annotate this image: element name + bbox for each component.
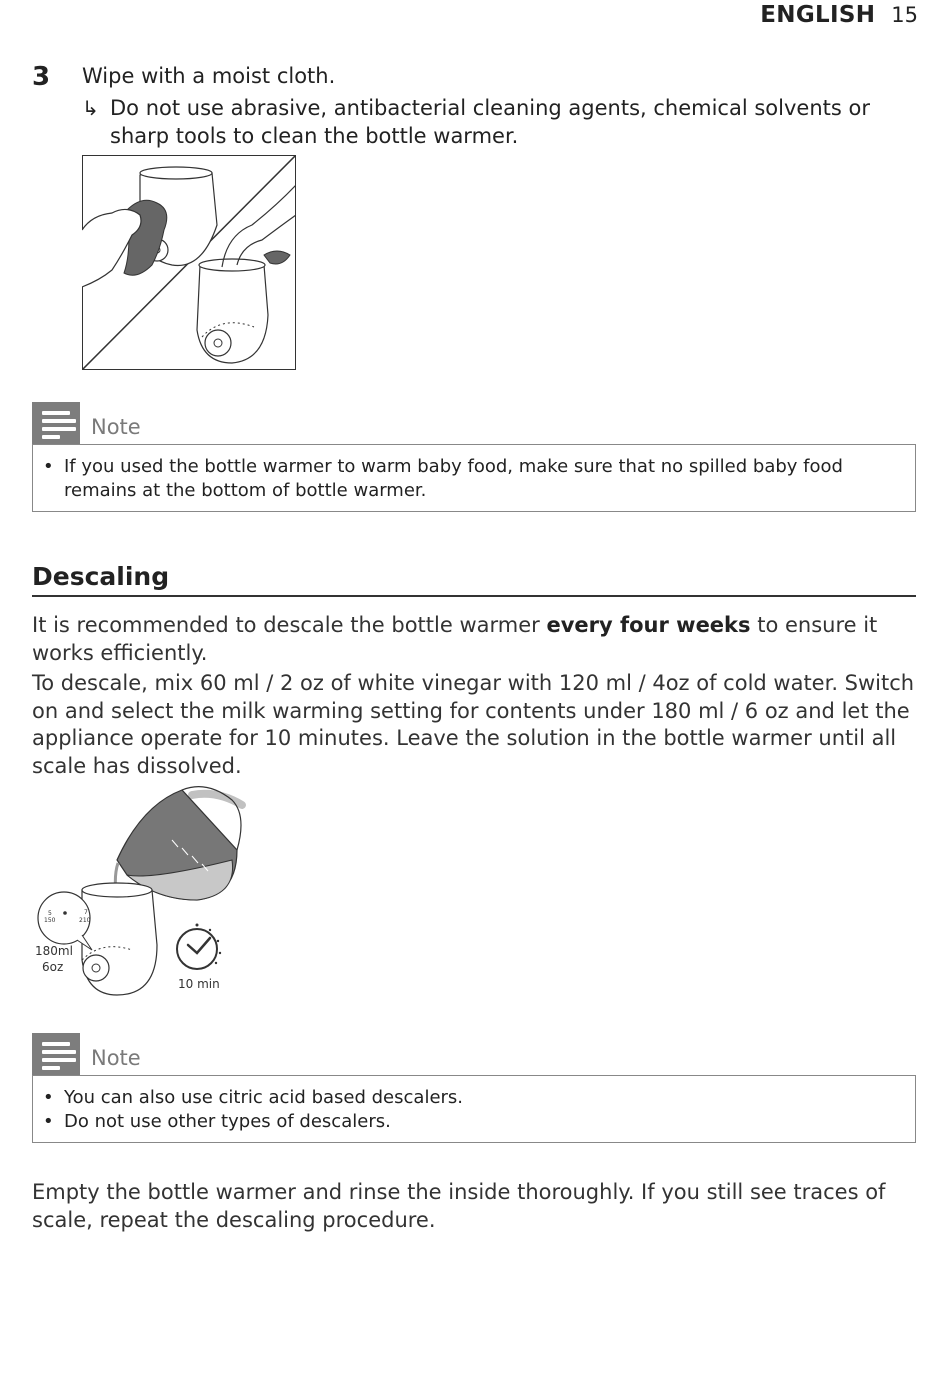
descaling-illustration	[32, 785, 272, 1000]
page-number: 15	[891, 3, 918, 27]
note-item: • Do not use other types of descalers.	[41, 1110, 897, 1134]
step-result-text: Do not use abrasive, antibacterial cleaning agents, chemical solvents or sharp tools to clean the bottle warmer.	[110, 96, 870, 148]
note-title: Note	[91, 415, 141, 439]
dial-label-7: 7	[84, 909, 88, 916]
volume-ml-label: 180ml	[35, 944, 73, 958]
descaling-instructions: To descale, mix 60 ml / 2 oz of white vinegar with 120 ml / 4oz of cold water. Switch on and select the milk warming setting for contents under 180 ml / 6 oz and let the appliance operate for 10 minutes. Leave the solution in the bottle warmer until all scale has dissolved.	[32, 671, 915, 778]
wipe-illustration	[82, 155, 296, 370]
descaling-intro: It is recommended to descale the bottle warmer every four weeks to ensure it works efficiently.	[32, 613, 878, 665]
step-text: Wipe with a moist cloth.	[82, 64, 336, 88]
final-paragraph: Empty the bottle warmer and rinse the inside thoroughly. If you still see traces of scale, repeat the descaling procedure.	[32, 1180, 886, 1232]
note-2	[32, 1033, 916, 1143]
dial-label-150: 150	[44, 917, 56, 924]
timer-icon	[177, 924, 221, 970]
section-title: Descaling	[32, 562, 916, 597]
volume-oz-label: 6oz	[42, 960, 64, 974]
step-result	[82, 94, 902, 150]
note-icon	[32, 1033, 80, 1075]
note-icon	[32, 402, 80, 444]
note-1	[32, 402, 916, 512]
timer-label: 10 min	[178, 977, 220, 991]
dial-label-210: 210	[79, 917, 91, 924]
step-number: 3	[32, 62, 51, 92]
emphasis: every four weeks	[546, 613, 751, 637]
result-arrow-icon: ↳	[82, 96, 99, 120]
dial-label-5: 5	[48, 910, 52, 917]
note-item: • You can also use citric acid based descalers.	[41, 1086, 897, 1110]
note-title: Note	[91, 1046, 141, 1070]
note-item: • If you used the bottle warmer to warm baby food, make sure that no spilled baby food remains at the bottom of bottle warmer.	[41, 455, 897, 503]
note-content	[32, 444, 916, 512]
language-label: ENGLISH	[760, 2, 876, 28]
note-content	[32, 1075, 916, 1143]
page-header	[760, 0, 918, 30]
